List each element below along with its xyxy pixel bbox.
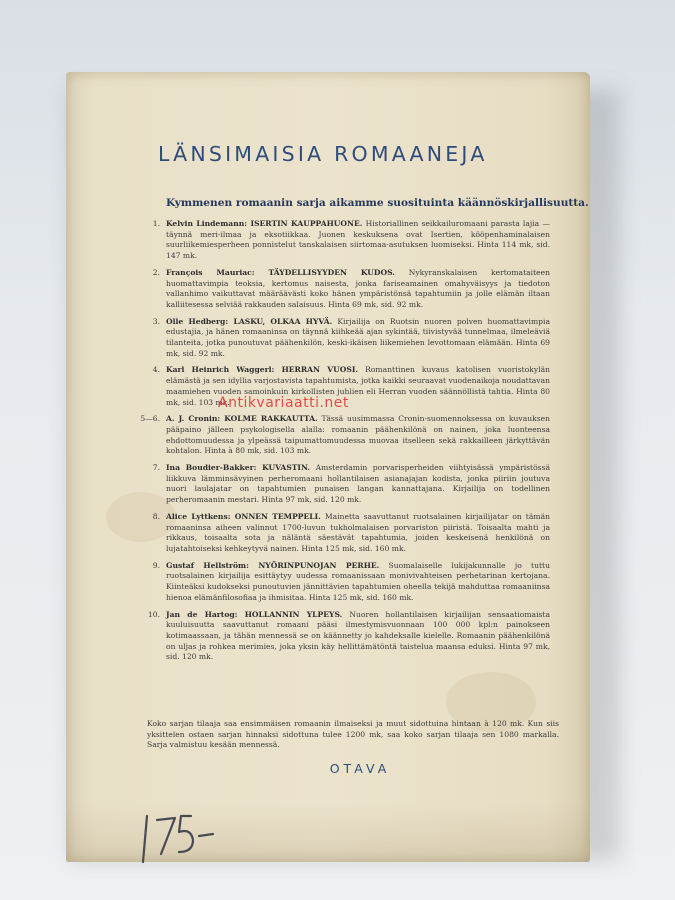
list-item-title: Kelvin Lindemann: ISERTIN KAUPPAHUONE.: [166, 219, 363, 228]
list-item-number: 2.: [152, 267, 160, 277]
series-title: LÄNSIMAISIA ROMAANEJA: [158, 142, 488, 166]
list-item-number: 9.: [152, 560, 160, 570]
list-item-description: Amsterdamin porvarisperheiden viihtyisässä ympäristössä liikkuva lämminsävyinen perheromaani hollantilaisen asianajajan kodista, jonka piiriin joutuva nuori laulajatar on tapahtumien punaisen langan kannattajana. Kirjailija on todellinen perheromaanin mestari. Hinta 97 mk, sid. 120 mk.: [166, 463, 550, 505]
subscription-note: Koko sarjan tilaaja saa ensimmäisen romaanin ilmaiseksi ja muut sidottuina hintaan à 120 mk. Kun siis yksittelen ostaen sarjan hinnaksi sidottuna tulee 1200 mk, saa koko sarjan tilaaja sen 1080 markalla. Sarja valmistuu kesään mennessä.: [147, 719, 559, 750]
list-item-description: Nykyranskalaisen kertomataiteen huomattavimpia teoksia, kertomus naisesta, jonka fariseamainen omahyväisyys ja tiedoton vallanhimo vaikuttavat määräävästi koko hänen ympäristönsä tapahtumiin ja jolle elämän iltaan kalliitesessa selviää rakkauden salaisuus. Hinta 69 mk, sid. 92 mk.: [166, 267, 551, 309]
list-item-description: Suomalaiselle lukijakunnalle jo tuttu ruotsalainen kirjailija esittäytyy uudessa romaanissaan monivivahteisen perhetarinan kertojana. Kiinteäksi kudokseksi punoutuvien jännittävien tapahtumien oheella tekijä mahduttaa romaaniinsa hienoa elämänfilosofiaa ja ihmisitaa. Hinta 125 mk, sid. 160 mk.: [166, 560, 550, 602]
list-item: [150, 317, 550, 360]
series-subtitle: Kymmenen romaanin sarja aikamme suosituinta käännöskirjallisuutta.: [166, 197, 589, 209]
list-item-number: 4.: [152, 365, 160, 375]
list-item-description: Kirjailija on Ruotsin nuoren polven huomattavimpia edustajia, ja hänen romaaninsa on täynnä kiihkeää ajan sykintää, tiivistyvää tunnelmaa, ilmeleäviä tilanteita, jotka punoutuvat päähenkilön, keski-ikäisen liikemiehen levottomaan elämään. Hinta 69 mk, sid. 92 mk.: [166, 316, 550, 358]
list-item-number: 8.: [152, 511, 160, 521]
list-item-title: A. J. Cronin: KOLME RAKKAUTTA.: [166, 414, 318, 424]
list-item: [140, 414, 550, 457]
publisher-name: OTAVA: [329, 761, 391, 776]
list-item: [150, 512, 550, 555]
list-item-title: Jan de Hartog: HOLLANNIN YLPEYS.: [166, 609, 343, 619]
list-item: [150, 561, 550, 604]
list-item-title: Gustaf Hellström: NYÖRINPUNOJAN PERHE.: [166, 560, 380, 570]
list-item-title: Olle Hedberg: LASKU, OLKAA HYVÄ.: [166, 316, 333, 326]
list-item: [150, 268, 550, 311]
list-item-number: 10.: [147, 609, 160, 619]
list-item-description: Romanttinen kuvaus katolisen vuoristokylän elämästä ja sen idyllia varjostavista tapahtumista, jotka kaikki seuraavat vuodenaikoja noudattavan maamiehen vuoden samoinkuin kirkollisten juhlien eli Herran vuoden säännöllistä tahtia. Hinta 80 mk, sid. 103 mk.: [166, 365, 551, 407]
list-item: [147, 609, 550, 664]
list-item: [150, 463, 550, 506]
list-item-number: 1.: [152, 219, 160, 228]
list-item-number: 7.: [152, 463, 160, 473]
list-item-description: Nuoren hollantilaisen kirjailijan sensaatiomaista kuuluisuutta saavuttanut romaani pääsi ilmestymisvuonnaan 100 000 kpl:n painokseen kotimaassaan, ja tähän mennessä se on käännetty jo kahdeksalle kielelle. Romaanin päähenkilönä on uljas ja rohkea merimies, joka yksin käy hellittämätöntä taistelua maansa eduksi. Hinta 97 mk, sid. 120 mk.: [166, 609, 550, 662]
list-item: [150, 219, 550, 262]
list-item-description: Tässä uusimmassa Cronin-suomennoksessa on kuvauksen pääpaino jälleen psykologisella alalla: romaanin päähenkilönä on nainen, joka luonteensa ehdottomuudessa ja ylpeässä taipumattomuudessa muovaa itselleen sekä rakkailleen järkyttävän kohtalon. Hinta à 80 mk, sid. 103 mk.: [166, 414, 550, 456]
list-item-description: Mainetta saavuttanut ruotsalainen kirjailijatar on tämän romaaninsa aiheen valinnut 1700-luvun tukholmalaisen porvariston piiristä. Toisaalta mahti ja rikkaus, toisaalta sota ja näläntä säestävät tapahtumia, joiden keskeisenä henkilönä on lujatahtoiseksi kehkeytyvä nainen. Hinta 125 mk, sid. 160 mk.: [166, 511, 550, 553]
handwritten-price-note: [133, 806, 217, 868]
list-item-number: 3.: [152, 316, 160, 326]
watermark-text: Antikvariaatti.net: [218, 395, 349, 411]
list-item-title: Alice Lyttkens: ONNEN TEMPPELI.: [166, 511, 321, 521]
list-item-title: François Mauriac: TÄYDELLISYYDEN KUDOS.: [166, 267, 395, 277]
list-item-title: Ina Boudier-Bakker: KUVASTIN.: [166, 463, 311, 473]
list-item-title: Karl Heinrich Waggerl: HERRAN VUOSI.: [166, 365, 359, 375]
book-list: [140, 219, 551, 669]
list-item-description: Historiallinen seikkailuromaani parasta lajia — täynnä meri-ilmaa ja eksotiikkaa. Juonen keskuksena ovat Isertien, kööpenhaminalaisen suurliikemiesperheen ponnistelut tanskalaisen siirtomaa-asutuksen luomiseksi. Hinta 114 mk, sid. 147 mk.: [166, 219, 550, 261]
list-item: [150, 365, 550, 408]
list-item-number: 5—6.: [140, 414, 160, 424]
